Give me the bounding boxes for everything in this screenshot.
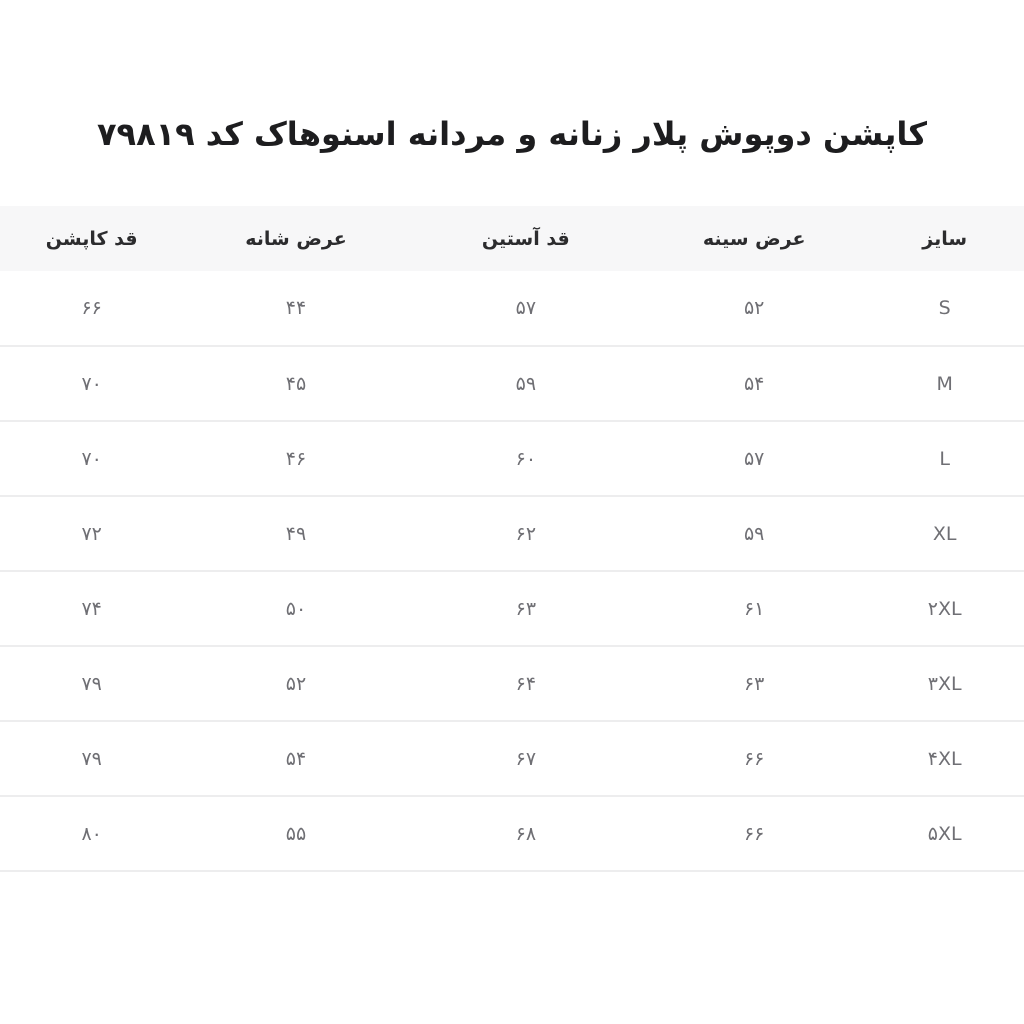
size-chart-header — [0, 206, 1024, 271]
table-row — [0, 421, 1024, 496]
column-header-size: سایز — [865, 206, 1024, 271]
cell-shoulder: ۴۶ — [183, 421, 408, 496]
cell-size: S — [865, 271, 1024, 346]
cell-size: ۳XL — [865, 646, 1024, 721]
cell-length: ۷۹ — [0, 646, 183, 721]
cell-chest: ۵۷ — [643, 421, 865, 496]
cell-size: L — [865, 421, 1024, 496]
cell-sleeve: ۶۸ — [409, 796, 643, 871]
table-row — [0, 496, 1024, 571]
cell-chest: ۶۱ — [643, 571, 865, 646]
cell-length: ۶۶ — [0, 271, 183, 346]
size-table-body — [0, 271, 1024, 871]
table-row — [0, 571, 1024, 646]
cell-sleeve: ۶۲ — [409, 496, 643, 571]
cell-length: ۷۴ — [0, 571, 183, 646]
cell-size: ۵XL — [865, 796, 1024, 871]
cell-length: ۷۹ — [0, 721, 183, 796]
cell-shoulder: ۴۴ — [183, 271, 408, 346]
page — [0, 108, 1024, 1024]
cell-size: M — [865, 346, 1024, 421]
cell-chest: ۶۳ — [643, 646, 865, 721]
cell-size: XL — [865, 496, 1024, 571]
cell-chest: ۵۲ — [643, 271, 865, 346]
cell-shoulder: ۴۹ — [183, 496, 408, 571]
cell-shoulder: ۵۴ — [183, 721, 408, 796]
cell-length: ۷۰ — [0, 346, 183, 421]
cell-chest: ۶۶ — [643, 721, 865, 796]
column-header-length: قد کاپشن — [0, 206, 183, 271]
cell-chest: ۶۶ — [643, 796, 865, 871]
cell-length: ۷۲ — [0, 496, 183, 571]
cell-shoulder: ۵۲ — [183, 646, 408, 721]
cell-sleeve: ۶۴ — [409, 646, 643, 721]
cell-sleeve: ۶۰ — [409, 421, 643, 496]
cell-chest: ۵۹ — [643, 496, 865, 571]
cell-sleeve: ۶۷ — [409, 721, 643, 796]
cell-size: ۴XL — [865, 721, 1024, 796]
cell-chest: ۵۴ — [643, 346, 865, 421]
cell-sleeve: ۵۷ — [409, 271, 643, 346]
header-row — [0, 206, 1024, 271]
table-row — [0, 346, 1024, 421]
cell-size: ۲XL — [865, 571, 1024, 646]
table-row — [0, 646, 1024, 721]
table-row — [0, 796, 1024, 871]
cell-sleeve: ۶۳ — [409, 571, 643, 646]
cell-shoulder: ۵۵ — [183, 796, 408, 871]
column-header-shoulder: عرض شانه — [183, 206, 408, 271]
cell-length: ۷۰ — [0, 421, 183, 496]
size-chart-table — [0, 206, 1024, 872]
column-header-chest: عرض سینه — [643, 206, 865, 271]
page-title: کاپشن دوپوش پلار زنانه و مردانه اسنوهاک کد ۷۹۸۱۹ — [97, 115, 927, 153]
cell-sleeve: ۵۹ — [409, 346, 643, 421]
table-row — [0, 271, 1024, 346]
column-header-sleeve: قد آستین — [409, 206, 643, 271]
cell-length: ۸۰ — [0, 796, 183, 871]
cell-shoulder: ۵۰ — [183, 571, 408, 646]
cell-shoulder: ۴۵ — [183, 346, 408, 421]
table-row — [0, 721, 1024, 796]
